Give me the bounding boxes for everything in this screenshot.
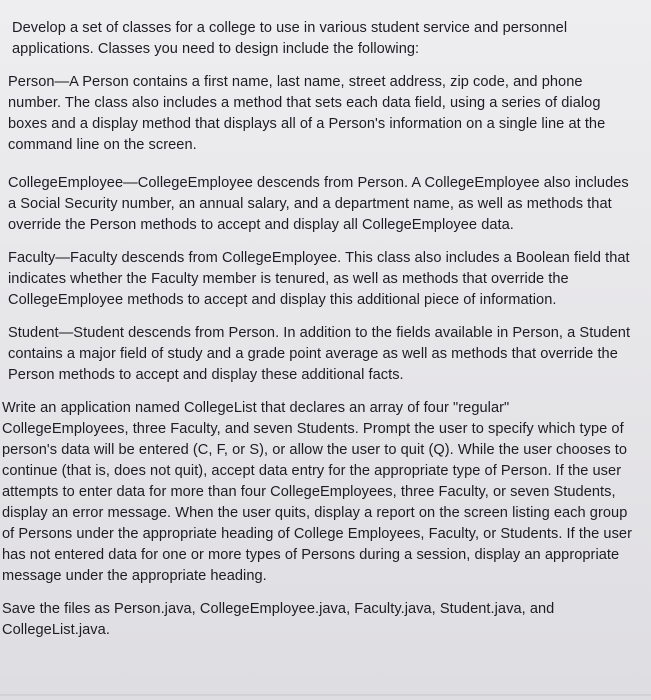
college-list-paragraph: Write an application named CollegeList that declares an array of four "regular" CollegeEmployees, three Faculty, and seven Students. Prompt the user to specify which type of person's data will be entered (C, F, or S), or allow the user to quit (Q). While the user chooses to continue (that is, does not quit), accept data entry for the appropriate type of Person. If the user attempts to enter data for more than four CollegeEmployees, three Faculty, or seven Students, display an error message. When the user quits, display a report on the screen listing each group of Persons under the appropriate heading of College Employees, Faculty, or Students. If the user has not entered data for one or more types of Persons during a session, display an appropriate message under the appropriate heading. xyxy=(2,400,632,584)
student-paragraph: Student—Student descends from Person. In addition to the fields available in Person, a Student contains a major field of study and a grade point average as well as methods that override the Person methods to accept and display these additional facts. xyxy=(8,325,631,383)
save-files-paragraph: Save the files as Person.java, CollegeEmployee.java, Faculty.java, Student.java, and CollegeList.java. xyxy=(2,601,555,638)
intro-paragraph: Develop a set of classes for a college to use in various student service and personnel applications. Classes you need to design include the following: xyxy=(12,20,568,57)
faculty-paragraph: Faculty—Faculty descends from CollegeEmployee. This class also includes a Boolean field that indicates whether the Faculty member is tenured, as well as methods that override the CollegeEmployee methods to accept and display this additional piece of information. xyxy=(8,250,630,308)
page-bottom-divider xyxy=(0,694,651,696)
person-paragraph: Person—A Person contains a first name, last name, street address, zip code, and phone number. The class also includes a method that sets each data field, using a series of dialog boxes and a display method that displays all of a Person's information on a single line at the command line on the screen. xyxy=(8,74,606,153)
college-employee-paragraph: CollegeEmployee—CollegeEmployee descends from Person. A CollegeEmployee also includes a Social Security number, an annual salary, and a department name, as well as methods that override the Person methods to accept and display all CollegeEmployee data. xyxy=(8,175,629,233)
